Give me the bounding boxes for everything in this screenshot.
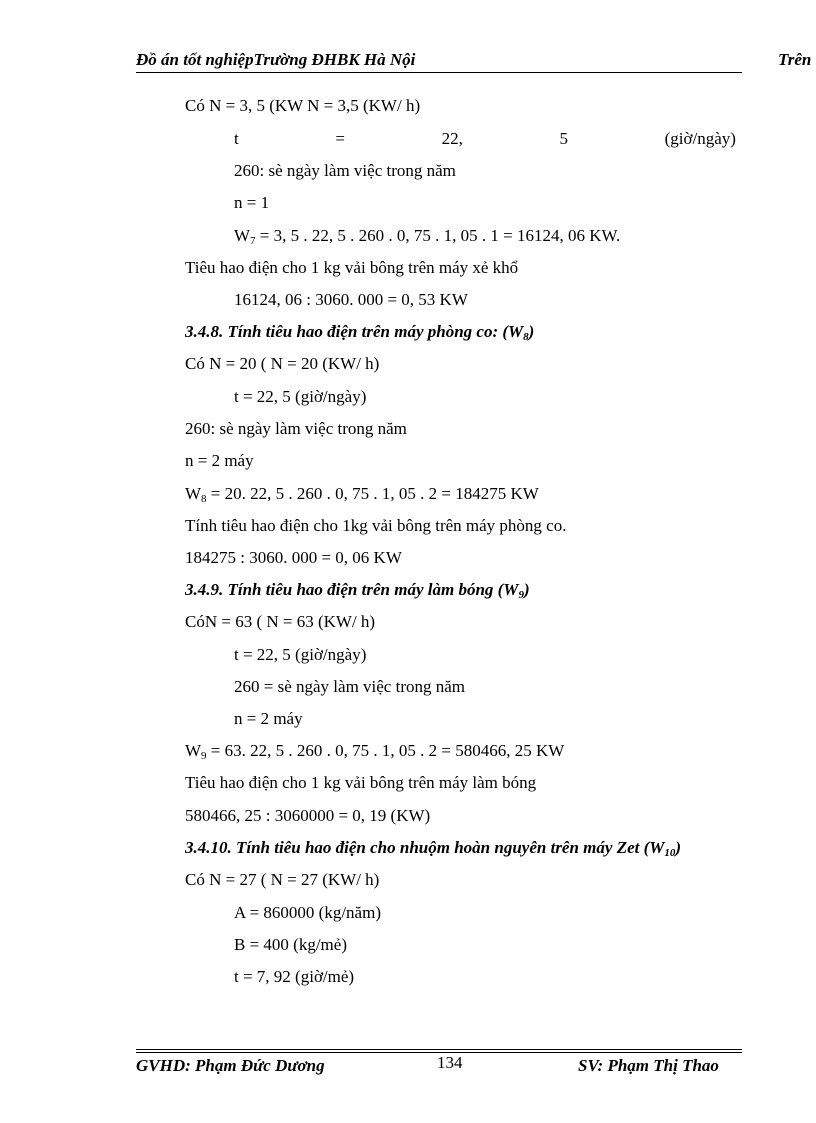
- text-fragment: 5: [559, 129, 568, 148]
- text-line-spread: [234, 129, 736, 149]
- text-line: Tiêu hao điện cho 1 kg vải bông trên máy làm bóng: [185, 773, 537, 792]
- text-fragment: = 63. 22, 5 . 260 . 0, 75 . 1, 05 . 2 = 580466, 25 KW: [206, 741, 565, 760]
- text-fragment: 3.4.9. Tính tiêu hao điện trên máy làm bóng (W: [185, 580, 519, 599]
- subscript: 9: [201, 750, 207, 762]
- text-fragment: ): [523, 580, 530, 599]
- text-fragment: =: [335, 129, 345, 148]
- subscript: 9: [518, 589, 524, 601]
- section-heading: [185, 322, 534, 342]
- text-fragment: t: [234, 129, 239, 148]
- text-line: Có N = 20 ( N = 20 (KW/ h): [185, 354, 380, 373]
- footer-supervisor: GVHD: Phạm Đức Dương: [136, 1056, 325, 1075]
- text-line: 260: sè ngày làm việc trong năm: [185, 419, 407, 438]
- subscript: 8: [523, 331, 529, 343]
- text-fragment: = 3, 5 . 22, 5 . 260 . 0, 75 . 1, 05 . 1 = 16124, 06 KW.: [255, 226, 621, 245]
- text-line: Có N = 27 ( N = 27 (KW/ h): [185, 870, 380, 889]
- text-fragment: ): [675, 838, 682, 857]
- text-fragment: 22,: [441, 129, 463, 148]
- text-line: 580466, 25 : 3060000 = 0, 19 (KW): [185, 806, 431, 825]
- text-line: t = 22, 5 (giờ/ngày): [234, 645, 367, 664]
- subscript: 8: [201, 493, 207, 505]
- text-fragment: ): [528, 322, 535, 341]
- text-fragment: 3.4.10. Tính tiêu hao điện cho nhuộm hoàn nguyên trên máy Zet (W: [185, 838, 665, 857]
- subscript: 10: [664, 847, 676, 859]
- formula-line: [234, 226, 620, 246]
- text-line: n = 2 máy: [185, 451, 254, 470]
- text-line: Có N = 3, 5 (KW N = 3,5 (KW/ h): [185, 96, 421, 115]
- text-fragment: W: [185, 741, 202, 760]
- text-line: t = 7, 92 (giờ/mẻ): [234, 967, 355, 986]
- subscript: 7: [250, 235, 256, 247]
- text-line: A = 860000 (kg/năm): [234, 903, 381, 922]
- section-heading: [185, 580, 530, 600]
- text-fragment: W: [185, 484, 202, 503]
- formula-line: [185, 741, 564, 761]
- text-line: t = 22, 5 (giờ/ngày): [234, 387, 367, 406]
- text-fragment: = 20. 22, 5 . 260 . 0, 75 . 1, 05 . 2 = 184275 KW: [206, 484, 539, 503]
- text-line: B = 400 (kg/mẻ): [234, 935, 347, 954]
- formula-line: [185, 484, 539, 504]
- page-header: [136, 50, 816, 72]
- header-divider: [136, 72, 742, 73]
- text-line: CóN = 63 ( N = 63 (KW/ h): [185, 612, 376, 631]
- text-line: n = 2 máy: [234, 709, 303, 728]
- header-left-title: Đồ án tốt nghiệpTrường ĐHBK Hà Nội: [136, 50, 416, 69]
- section-heading: [185, 838, 681, 858]
- text-line: 16124, 06 : 3060. 000 = 0, 53 KW: [234, 290, 468, 309]
- text-line: Tiêu hao điện cho 1 kg vải bông trên máy xẻ khổ: [185, 258, 519, 277]
- footer-divider: [136, 1049, 742, 1050]
- text-fragment: W: [234, 226, 251, 245]
- text-fragment: (giờ/ngày): [664, 129, 736, 148]
- text-line: n = 1: [234, 193, 270, 212]
- footer-student: SV: Phạm Thị Thao: [578, 1056, 719, 1075]
- header-right-title: Trên: [778, 50, 812, 69]
- text-line: Tính tiêu hao điện cho 1kg vải bông trên máy phòng co.: [185, 516, 567, 535]
- text-line: 260 = sè ngày làm việc trong năm: [234, 677, 466, 696]
- text-line: 260: sè ngày làm việc trong năm: [234, 161, 456, 180]
- text-fragment: 3.4.8. Tính tiêu hao điện trên máy phòng co: (W: [185, 322, 524, 341]
- text-line: 184275 : 3060. 000 = 0, 06 KW: [185, 548, 402, 567]
- page-number: 134: [437, 1053, 463, 1072]
